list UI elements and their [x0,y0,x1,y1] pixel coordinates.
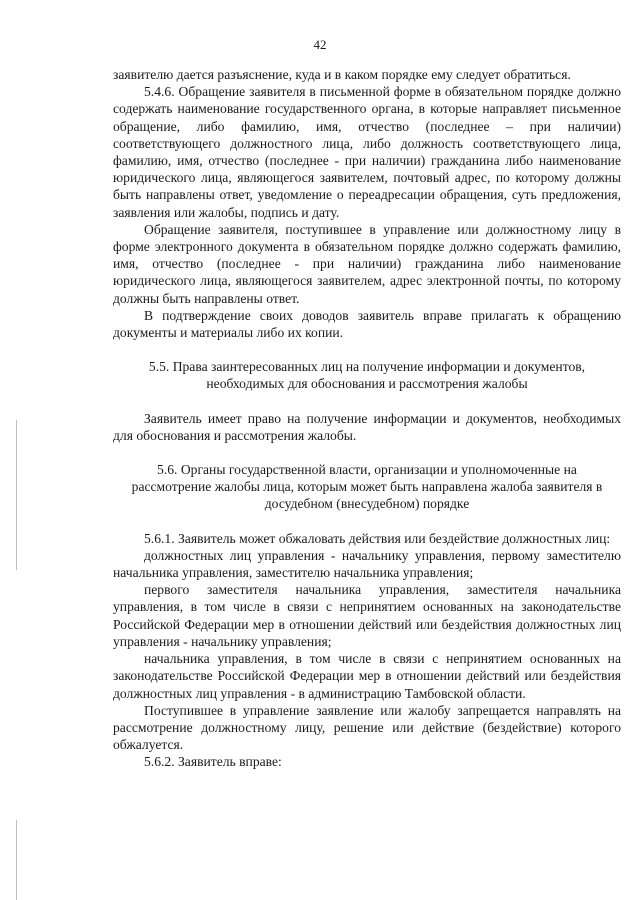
list-item: первого заместителя начальника управления, заместителя начальника управления, в том числе в связи с непринятием основанных на законодательстве Российской Федерации мер в отношении действий или бездействия должностных лиц управления - начальнику управления; [113,582,621,649]
page-number: 42 [313,37,327,52]
paragraph: В подтверждение своих доводов заявитель вправе прилагать к обращению документы и материалы либо их копии. [113,307,621,341]
list-item: должностных лиц управления - начальнику управления, первому заместителю начальника управления, заместителю начальника управления; [113,547,621,581]
list-item: начальника управления, в том числе в связи с непринятием основанных на законодательстве Российской Федерации мер в отношении действий или бездействия должностных лиц управления - в администрацию Тамбовской области. [113,651,621,701]
section-heading-5-5: 5.5. Права заинтересованных лиц на получение информации и документов, необходимых для обоснования и рассмотрения жалобы [148,359,586,392]
paragraph: Заявитель имеет право на получение информации и документов, необходимых для обоснования и рассмотрения жалобы. [113,410,621,443]
scan-edge-line [16,820,17,900]
paragraph-5-4-6: 5.4.6. Обращение заявителя в письменной форме в обязательном порядке должно содержать наименование государственного органа, в которые направляет письменное обращение, либо фамилию, имя, отчество (последнее – при наличии) соответствующего должностного лица, либо должность соответствующего лица, фамилию, имя, отчество (последнее - при наличии) гражданина либо наименование юридического лица, являющегося заявителем, почтовый адрес, по которому должны быть направлены ответ, уведомление о переадресации обращения, суть предложения, заявления или жалобы, подпись и дату. [113,84,621,220]
paragraph-5-6-2: 5.6.2. Заявитель вправе: [144,754,282,770]
section-heading-5-6: 5.6. Органы государственной власти, организации и уполномоченные на рассмотрение жалобы лица, которым может быть направлена жалоба заявителя в досудебном (внесудебном) порядке [131,462,603,512]
document-body [113,66,621,771]
scan-edge-line [16,420,17,570]
paragraph: Обращение заявителя, поступившее в управление или должностному лицу в форме электронного документа в обязательном порядке должно содержать фамилию, имя, отчество (последнее - при наличии) гражданина либо наименование юридического лица, являющегося заявителем, адрес электронной почты, по которому должны быть направлены ответ. [113,221,621,306]
paragraph-5-6-1: 5.6.1. Заявитель может обжаловать действия или бездействие должностных лиц: [144,530,611,546]
paragraph: Поступившее в управление заявление или жалобу запрещается направлять на рассмотрение должностному лицу, решение или действие (бездействие) которого обжалуется. [113,702,621,753]
paragraph: заявителю дается разъяснение, куда и в каком порядке ему следует обратиться. [113,67,571,82]
